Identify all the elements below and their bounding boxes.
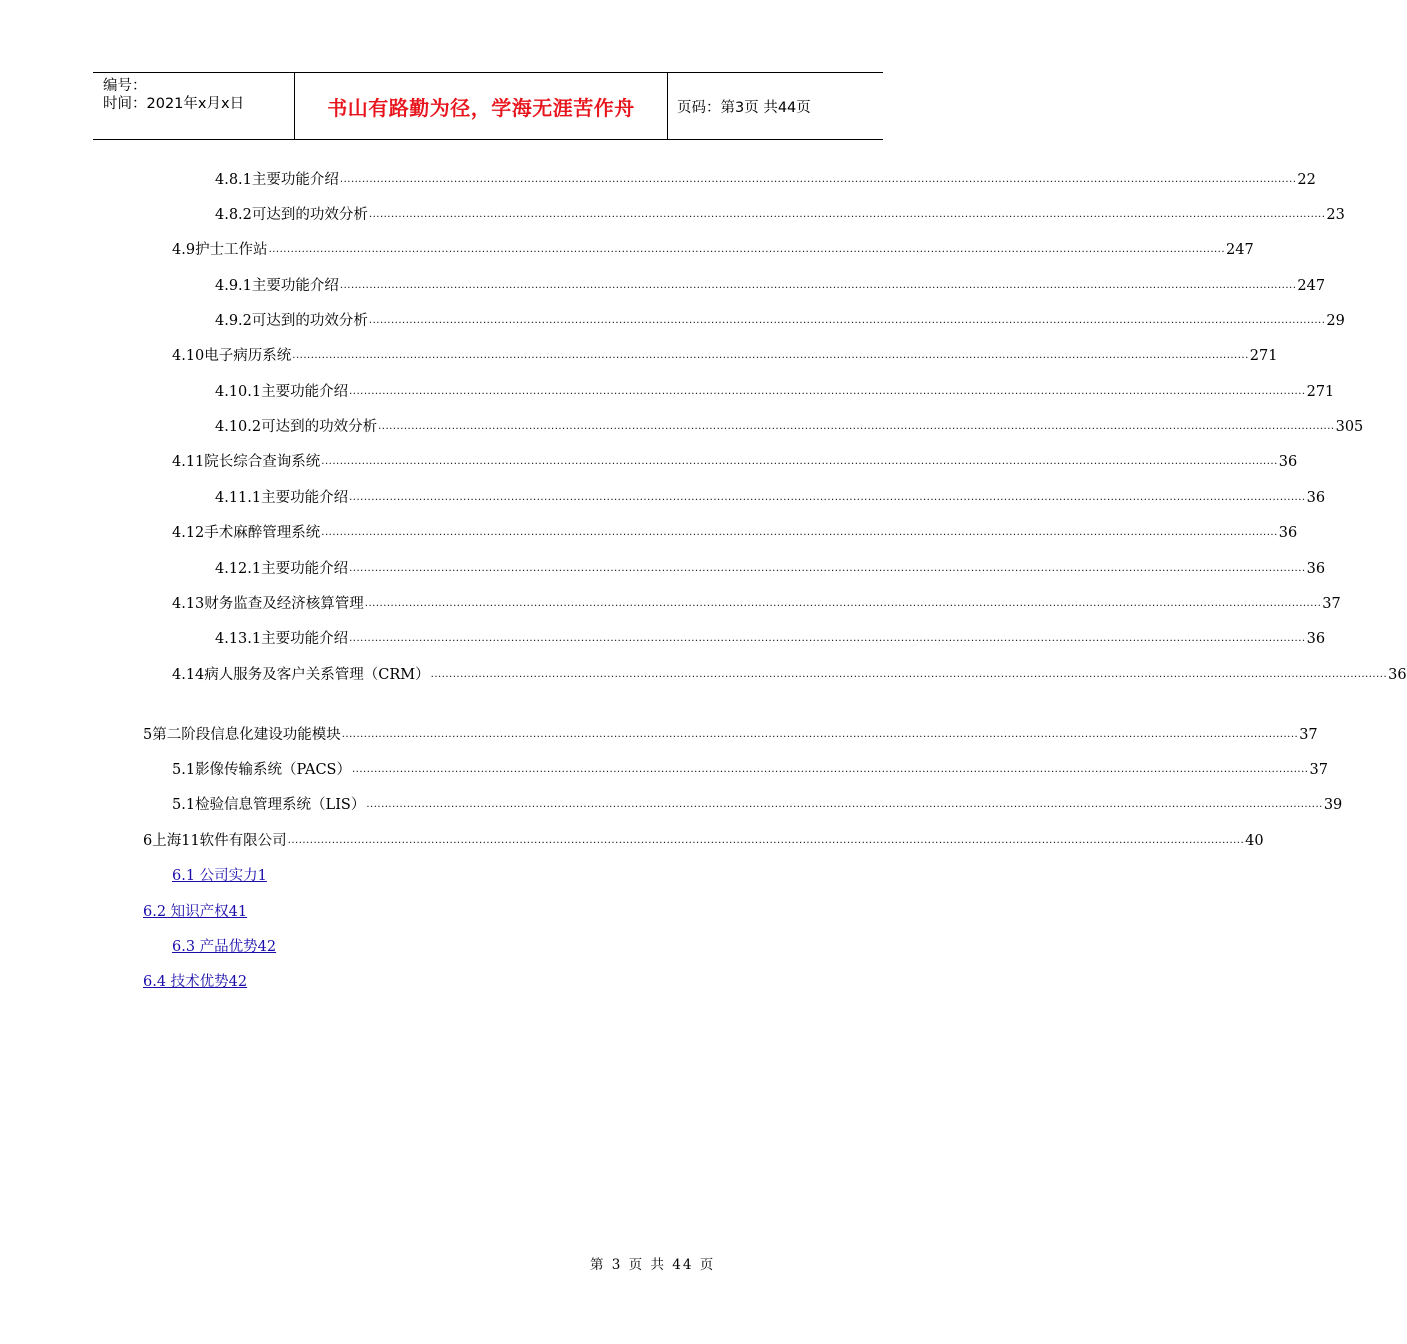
page-header: [93, 72, 883, 140]
toc-entry[interactable]: [143, 725, 1318, 745]
toc-leader-dots: ....................................................................................................................................................................................................................................................................: [366, 799, 1323, 810]
toc-link-technical-advantage[interactable]: 6.4 技术优势42: [143, 974, 248, 990]
toc-entry[interactable]: [215, 559, 1326, 579]
toc-number: 6: [143, 833, 153, 849]
toc-leader-dots: ....................................................................................................................................................................................................................................................................: [292, 350, 1249, 361]
toc-title: 检验信息管理系统（LIS）: [195, 797, 366, 813]
toc-leader-dots: ....................................................................................................................................................................................................................................................................: [321, 456, 1278, 467]
toc-number: 4.9.2: [215, 313, 252, 329]
toc-title: 病人服务及客户关系管理（CRM）: [204, 667, 430, 683]
toc-title: 财务监查及经济核算管理: [204, 596, 364, 612]
toc-title: 电子病历系统: [204, 348, 292, 364]
toc-leader-dots: ....................................................................................................................................................................................................................................................................: [339, 280, 1297, 291]
toc-title: 主要功能介绍: [251, 278, 339, 294]
toc-leader-dots: ....................................................................................................................................................................................................................................................................: [368, 209, 1326, 220]
toc-page-number: 37: [1299, 727, 1318, 743]
toc-page-number: 247: [1297, 278, 1326, 294]
header-motto: 书山有路勤为径，学海无涯苦作舟: [295, 73, 668, 139]
toc-page-number: 37: [1309, 762, 1328, 778]
toc-title: 可达到的功效分析: [251, 313, 368, 329]
toc-leader-dots: ....................................................................................................................................................................................................................................................................: [349, 492, 1306, 503]
toc-number: 4.12: [172, 525, 205, 541]
toc-page-number: 23: [1326, 207, 1345, 223]
toc-leader-dots: ....................................................................................................................................................................................................................................................................: [339, 174, 1297, 185]
toc-entry[interactable]: [172, 452, 1298, 472]
toc-title: 上海11软件有限公司: [152, 833, 287, 849]
toc-leader-dots: ....................................................................................................................................................................................................................................................................: [287, 835, 1245, 846]
toc-entry[interactable]: [215, 205, 1345, 225]
toc-page-number: 36: [1306, 631, 1326, 647]
toc-title: 主要功能介绍: [261, 490, 349, 506]
toc-page-number: 40: [1245, 833, 1264, 849]
toc-link-product-advantage[interactable]: 6.3 产品优势42: [172, 939, 277, 955]
toc-entry[interactable]: [215, 311, 1345, 331]
toc-number: 4.8.1: [215, 172, 252, 188]
toc-entry[interactable]: [172, 795, 1343, 815]
toc-entry[interactable]: [172, 665, 1407, 685]
toc-number: 4.14: [172, 667, 205, 683]
toc-page-number: 271: [1249, 348, 1278, 364]
toc-title: 可达到的功效分析: [251, 207, 368, 223]
toc-number: 4.12.1: [215, 561, 262, 577]
header-time-label: 时间：2021年x月x日: [103, 96, 245, 112]
toc-entry[interactable]: [215, 170, 1316, 190]
toc-page-number: 29: [1326, 313, 1345, 329]
toc-page-number: 36: [1278, 454, 1298, 470]
toc-title: 主要功能介绍: [261, 561, 349, 577]
toc-leader-dots: ....................................................................................................................................................................................................................................................................: [378, 421, 1335, 432]
toc-page-number: 247: [1226, 242, 1254, 258]
toc-entry[interactable]: [143, 831, 1264, 851]
toc-number: 4.10: [172, 348, 205, 364]
toc-leader-dots: ....................................................................................................................................................................................................................................................................: [341, 729, 1299, 740]
toc-title: 主要功能介绍: [251, 172, 339, 188]
toc-entry[interactable]: [215, 382, 1335, 402]
toc-number: 4.9.1: [215, 278, 252, 294]
toc-number: 4.8.2: [215, 207, 252, 223]
toc-leader-dots: ....................................................................................................................................................................................................................................................................: [321, 527, 1278, 538]
toc-title: 院长综合查询系统: [204, 454, 321, 470]
toc-page-number: 37: [1322, 596, 1341, 612]
toc-page-number: 36: [1306, 490, 1326, 506]
toc-title: 主要功能介绍: [261, 631, 349, 647]
toc-number: 4.9: [172, 242, 196, 258]
toc-entry[interactable]: [215, 629, 1326, 649]
page-footer: 第 3 页 共 44 页: [590, 1257, 716, 1273]
toc-leader-dots: ....................................................................................................................................................................................................................................................................: [364, 598, 1322, 609]
toc-title: 影像传输系统（PACS）: [195, 762, 351, 778]
toc-number: 4.11.1: [215, 490, 262, 506]
toc-page-number: 36: [1278, 525, 1298, 541]
toc-page-number: 36: [1388, 667, 1407, 683]
toc-leader-dots: ....................................................................................................................................................................................................................................................................: [268, 244, 1226, 255]
toc-number: 5: [143, 727, 153, 743]
toc-leader-dots: ....................................................................................................................................................................................................................................................................: [349, 563, 1306, 574]
toc-link-intellectual-property[interactable]: 6.2 知识产权41: [143, 904, 248, 920]
toc-title: 可达到的功效分析: [261, 419, 378, 435]
toc-entry[interactable]: [215, 417, 1364, 437]
toc-link-company-strength[interactable]: 6.1 公司实力1: [172, 868, 267, 884]
header-page-info: 页码：第3页 共44页: [677, 99, 811, 116]
toc-page-number: 305: [1335, 419, 1364, 435]
toc-entry[interactable]: [172, 523, 1298, 543]
toc-title: 护士工作站: [195, 242, 268, 258]
toc-number: 5.1: [172, 762, 196, 778]
toc-leader-dots: ....................................................................................................................................................................................................................................................................: [349, 633, 1306, 644]
toc-title: 手术麻醉管理系统: [204, 525, 321, 541]
toc-entry[interactable]: [172, 240, 1254, 260]
header-number-label: 编号：: [103, 78, 147, 94]
toc-leader-dots: ....................................................................................................................................................................................................................................................................: [368, 315, 1326, 326]
toc-title: 第二阶段信息化建设功能模块: [152, 727, 341, 743]
toc-leader-dots: ....................................................................................................................................................................................................................................................................: [430, 669, 1388, 680]
toc-number: 4.13: [172, 596, 205, 612]
toc-entry[interactable]: [215, 276, 1326, 296]
toc-number: 4.11: [172, 454, 205, 470]
toc-leader-dots: ....................................................................................................................................................................................................................................................................: [352, 764, 1309, 775]
toc-number: 4.10.1: [215, 384, 262, 400]
toc-number: 4.13.1: [215, 631, 262, 647]
toc-entry[interactable]: [172, 760, 1328, 780]
toc-page-number: 36: [1306, 561, 1326, 577]
toc-page-number: 22: [1297, 172, 1316, 188]
toc-entry[interactable]: [172, 594, 1341, 614]
toc-page-number: 271: [1306, 384, 1335, 400]
toc-page-number: 39: [1323, 797, 1343, 813]
toc-leader-dots: ....................................................................................................................................................................................................................................................................: [349, 386, 1306, 397]
toc-entry[interactable]: [215, 488, 1326, 508]
toc-title: 主要功能介绍: [261, 384, 349, 400]
toc-entry[interactable]: [172, 346, 1278, 366]
toc-number: 5.1: [172, 797, 196, 813]
header-meta: [93, 73, 295, 139]
toc-number: 4.10.2: [215, 419, 262, 435]
